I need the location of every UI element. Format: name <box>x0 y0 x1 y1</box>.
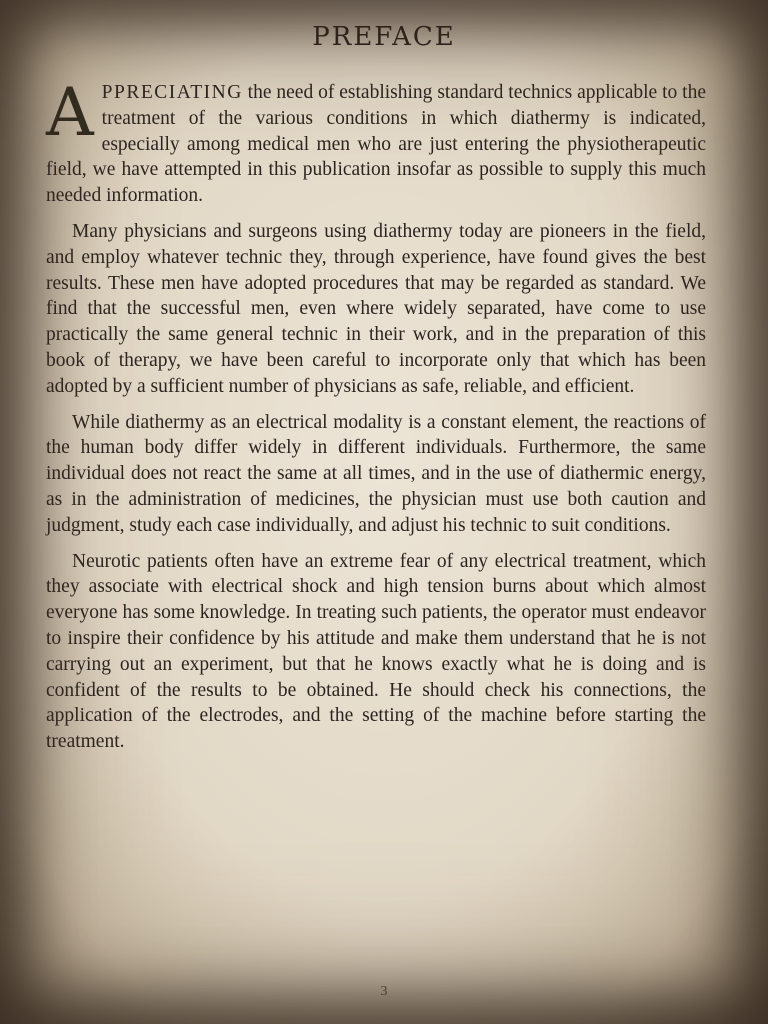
page-number: 3 <box>380 984 388 999</box>
paragraph-4: Neurotic patients often have an extreme fear of any electrical treatment, which they associate with electrical shock and high tension burns about which almost everyone has some knowledge. In treating such patients, the operator must endeavor to inspire their confidence by his attitude and make them understand that he is not carrying out an experiment, but that he knows exactly what he is doing and is confident of the results to be obtained. He should check his connections, the application of the electrodes, and the setting of the machine before starting the treatment. <box>46 550 706 753</box>
paragraph-2: Many physicians and surgeons using diathermy today are pioneers in the field, and employ whatever technic they, through experience, have found gives the best results. These men have adopted procedures that may be regarded as standard. We find that the successful men, even where widely separated, have come to use practically the same general technic in their work, and in the preparation of this book of therapy, we have been careful to incorporate only that which has been adopted by a sufficient number of physicians as safe, reliable, and efficient. <box>46 220 706 397</box>
paragraph-1-lead: PPRECIATING <box>101 82 243 103</box>
paragraph-1 <box>46 74 706 209</box>
body-text <box>46 74 706 765</box>
paragraph-1-text: the need of establishing standard technics applicable to the treatment of the various conditions in which diathermy is indicated, especially among medical men who are just entering the physiotherapeutic field, we have attempted in this publication insofar as possible to supply this much needed information. <box>46 82 706 207</box>
page-title: PREFACE <box>312 22 456 52</box>
paragraph-3: While diathermy as an electrical modality is a constant element, the reactions of the human body differ widely in different individuals. Furthermore, the same individual does not react the same at all times, and in the use of diathermic energy, as in the administration of medicines, the physician must use both caution and judgment, study each case individually, and adjust his technic to suit conditions. <box>46 411 706 536</box>
drop-cap: A <box>46 74 94 151</box>
